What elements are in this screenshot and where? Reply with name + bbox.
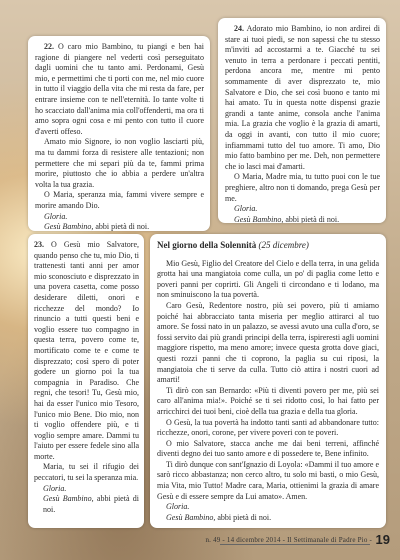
solemnity-paragraph-6: Ti dirò dunque con sant'Ignazio di Loyola: «Dammi il tuo amore e sarò ricco abbastanza; non cerco altro, tu solo mi basti, o mio Gesù, mia Vita, mio Tutto! Madre cara, Maria, ottienimi la grazia di amare Gesù e di essere sempre da Lui amato». Amen. xyxy=(157,459,379,501)
prayer-22-paragraph-2: Amato mio Signore, io non voglio lasciarti più, ma tu dammi forza di resistere alle tentazioni; non permettere che mi separi più da te, fammi prima morire, piuttosto che io abbia a perdere un'altra volta la tua grazia. xyxy=(35,137,204,189)
gloria-line: Gloria. xyxy=(43,483,67,493)
solemnity-prayer-card xyxy=(150,234,386,528)
invocation-name: Gesù Bambino, xyxy=(43,494,94,504)
prayer-number: 23. xyxy=(34,240,44,249)
prayer-22-paragraph-1 xyxy=(35,42,204,137)
solemnity-paragraph-3: Ti dirò con san Bernardo: «Più ti diventi povero per me, più sei caro all'anima mia!». Poiché se ti sei ridotto così, lo hai fatto per arricchirci dei tuoi beni, cioè della tua grazia e della tua gloria. xyxy=(157,385,379,416)
gloria-line: Gloria. xyxy=(234,204,258,214)
footer-issue-text: n. 49 - 14 dicembre 2014 - Il Settimanale di Padre Pio - xyxy=(205,536,372,544)
prayer-22-paragraph-3: O Maria, speranza mia, fammi vivere sempre e morire amando Dio. xyxy=(35,190,204,210)
paragraph-text: O caro mio Bambino, tu piangi e ben hai ragione di piangere nel vederti così perseguitato dagli uomini che tu tanto ami. Perdonami, Gesù mio, e permettimi che ti porti con me, nel mio cuore in tutto il viaggio della vita che mi resta da fare, per entrare insieme con te nell'eternità. Io tante volte ti ho scacciato dall'anima mia coll'offenderti, ma ora ti amo sopra ogni cosa e mi pento con tutto il cuore d'averti offeso. xyxy=(35,42,204,136)
heading-title: Nel giorno della Solennità xyxy=(157,240,257,250)
invocation-line xyxy=(234,215,380,223)
invocation-rest: abbi pietà di noi. xyxy=(93,222,150,231)
invocation-rest: abbi pietà di noi. xyxy=(215,512,272,522)
paragraph-text: Adorato mio Bambino, io non ardirei di stare ai tuoi piedi, se non sapessi che tu stesso m'inviti ad accostarmi a te. Giacché tu sei venuto in terra a perdonare i peccati pentiti, perdona ancora me, mentre mi pento sommamente di aver disprezzato te, mio Salvatore e Dio, che sei così buono e tanto mi hai amato. Tu in questa notte dispensi grazie grandi a tante anime, consola anche l'anima mia. La grazia che voglio è la grazia di amarti, da oggi in avanti, con tutto il mio cuore; infiammami tutto del tuo amore. Ti amo, Dio mio fatto bambino per me. Deh, non permettere che io lasci mai d'amarti. xyxy=(225,24,380,171)
invocation-line xyxy=(44,222,204,231)
invocation-rest: abbi pietà di noi. xyxy=(283,214,340,223)
prayer-number: 24. xyxy=(234,24,244,33)
page-number: 19 xyxy=(375,532,390,547)
prayer-number: 22. xyxy=(44,42,54,51)
invocation-name: Gesù Bambino, xyxy=(166,512,216,522)
solemnity-paragraph-1: Mio Gesù, Figlio del Creatore del Cielo e della terra, in una gelida grotta hai una mangiatoia come culla, un po' di paglia come letto e poveri panni per coprirti. Gli Angeli ti circondano e ti lodano, ma non sminuiscono la tua povertà. xyxy=(157,258,379,300)
prayer-card-22 xyxy=(28,36,210,231)
solemnity-paragraph-5: O mio Salvatore, stacca anche me dai beni terreni, affinché diventi degno dei tuo santo amore e di possedere te, Bene infinito. xyxy=(157,438,379,459)
solemnity-paragraph-4: O Gesù, la tua povertà ha indotto tanti santi ad abbandonare tutto: ricchezze, onori, corone, per vivere poveri con te poveri. xyxy=(157,417,379,438)
invocation-rest: abbi pietà di noi. xyxy=(43,494,139,514)
prayer-24-paragraph-2: O Maria, Madre mia, tu tutto puoi con le tue preghiere, altro non ti domando, prega Gesù per me. xyxy=(225,172,380,203)
page-footer xyxy=(0,530,400,550)
gloria-line: Gloria. xyxy=(44,211,68,221)
prayer-card-23 xyxy=(28,234,144,528)
invocation-line xyxy=(166,513,379,524)
footer-rule xyxy=(220,544,370,545)
gloria-line: Gloria. xyxy=(166,502,190,512)
prayer-24-paragraph-1 xyxy=(225,24,380,172)
paragraph-text: O Gesù mio Salvatore, quando penso che tu, mio Dio, ti trattenesti tanti anni per amor mio sconosciuto e disprezzato in una povera casetta, come posso desiderare diletti, onori e ricchezze del mondo? Io rinuncio a tutti questi beni e voglio essere tuo compagno in questa terra, povero come te, mortificato come te e come te disprezzato; così spero di poter godere un giorno poi la tua compagnia in Paradiso. Che regni, che tesori! Tu, Gesù mio, hai da esser l'unico mio Tesoro, l'unico mio Bene. Dio mio, non ti voglio offendere più, e ti voglio sempre amare. Dammi tu l'aiuto per essere fedele sino alla morte. xyxy=(34,240,139,461)
prayer-23-paragraph-1 xyxy=(34,240,139,462)
heading-date: (25 dicembre) xyxy=(258,240,309,250)
invocation-name: Gesù Bambino, xyxy=(234,214,284,223)
prayer-23-paragraph-2: Maria, tu sei il rifugio dei peccatori, tu sei la speranza mia. xyxy=(34,462,139,483)
invocation-name: Gesù Bambino, xyxy=(44,222,94,231)
solemnity-paragraph-2: Caro Gesù, Redentore nostro, più sei povero, più ti amiamo poiché hai abbracciato tanta miseria per meglio attirarci al tuo amore. Se fossi nato in un palazzo, se avessi avuto una culla d'oro, se fossi servito dai più grandi principi della terra, ispireresti agli uomini maggiore rispetto, ma meno amore; invece questa grotta dove giaci, questi rozzi panni che ti coprono, la paglia su cui riposi, la mangiatoia che ti serve da culla. Tutto ciò attira i nostri cuori ad amarti! xyxy=(157,300,379,385)
solemnity-heading xyxy=(157,240,379,251)
prayer-card-24 xyxy=(218,18,386,223)
invocation-line xyxy=(43,494,139,515)
